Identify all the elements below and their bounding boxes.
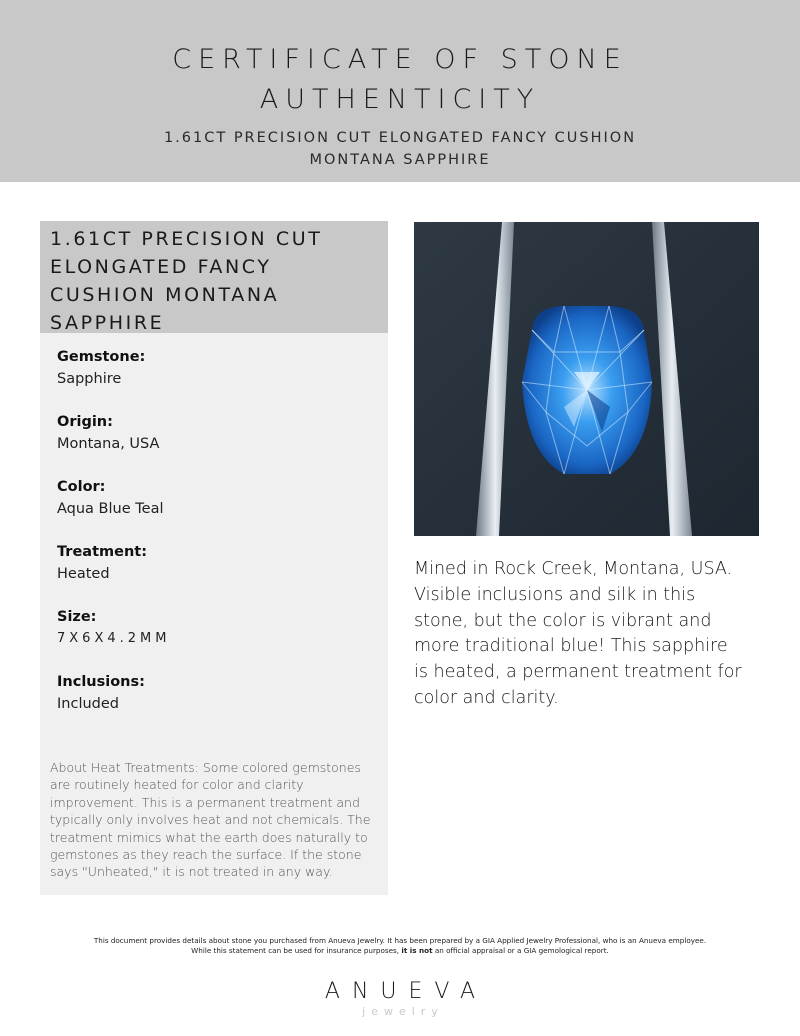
sapphire-illustration [414, 222, 759, 536]
spec-value: Montana, USA [57, 436, 160, 452]
spec-gemstone [57, 346, 377, 411]
spec-label: Gemstone: [57, 349, 146, 365]
spec-list [57, 346, 377, 736]
stone-name-line: 1.61CT PRECISION CUT [50, 228, 323, 250]
stone-details-panel [40, 221, 388, 895]
stone-name-heading [40, 221, 388, 333]
brand-tagline: jewelry [362, 1005, 444, 1018]
spec-label: Size: [57, 609, 97, 625]
certificate-title: CERTIFICATE OF STONE AUTHENTICITY [172, 44, 628, 115]
spec-label: Treatment: [57, 544, 147, 560]
spec-treatment [57, 541, 377, 606]
spec-value: Aqua Blue Teal [57, 501, 164, 517]
spec-value: Sapphire [57, 371, 122, 387]
sapphire-gem-icon [522, 306, 652, 474]
brand-logo [0, 979, 800, 1019]
heat-treatment-note: About Heat Treatments: Some colored gemstones are routinely heated for color and clarity improvement. This is a permanent treatment and typically only involves heat and not chemicals. The treatment mimics what the earth does naturally to gemstones as they reach the surface. If the stone says "Unheated," it is not treated in any way. [50, 760, 371, 880]
stone-description: Mined in Rock Creek, Montana, USA. Visible inclusions and silk in this stone, but the color is vibrant and more traditional blue! This sapphire is heated, a permanent treatment for color and clarity. [414, 559, 742, 708]
spec-value: Included [57, 696, 119, 712]
spec-inclusions [57, 671, 377, 736]
spec-value: 7X6X4.2MM [57, 631, 171, 646]
spec-label: Color: [57, 479, 106, 495]
spec-label: Origin: [57, 414, 113, 430]
brand-name: ANUEVA [324, 979, 488, 1004]
spec-size [57, 606, 377, 671]
stone-name-line: SAPPHIRE [50, 312, 165, 334]
sapphire-photo [414, 222, 759, 536]
spec-color [57, 476, 377, 541]
stone-name-line: ELONGATED FANCY [50, 256, 272, 278]
certificate-subtitle: 1.61CT PRECISION CUT ELONGATED FANCY CUSHION MONTANA SAPPHIRE [163, 130, 637, 168]
spec-label: Inclusions: [57, 674, 145, 690]
spec-value: Heated [57, 566, 110, 582]
spec-origin [57, 411, 377, 476]
certificate-header [0, 0, 800, 182]
disclaimer-line: While this statement can be used for insurance purposes, it is not an official appraisal or a GIA gemological report. [191, 946, 609, 955]
stone-name-line: CUSHION MONTANA [50, 284, 280, 306]
disclaimer-line: This document provides details about stone you purchased from Anueva Jewelry. It has been prepared by a GIA Applied Jewelry Professional, who is an Anueva employee. [93, 936, 707, 945]
legal-disclaimer [0, 936, 800, 956]
